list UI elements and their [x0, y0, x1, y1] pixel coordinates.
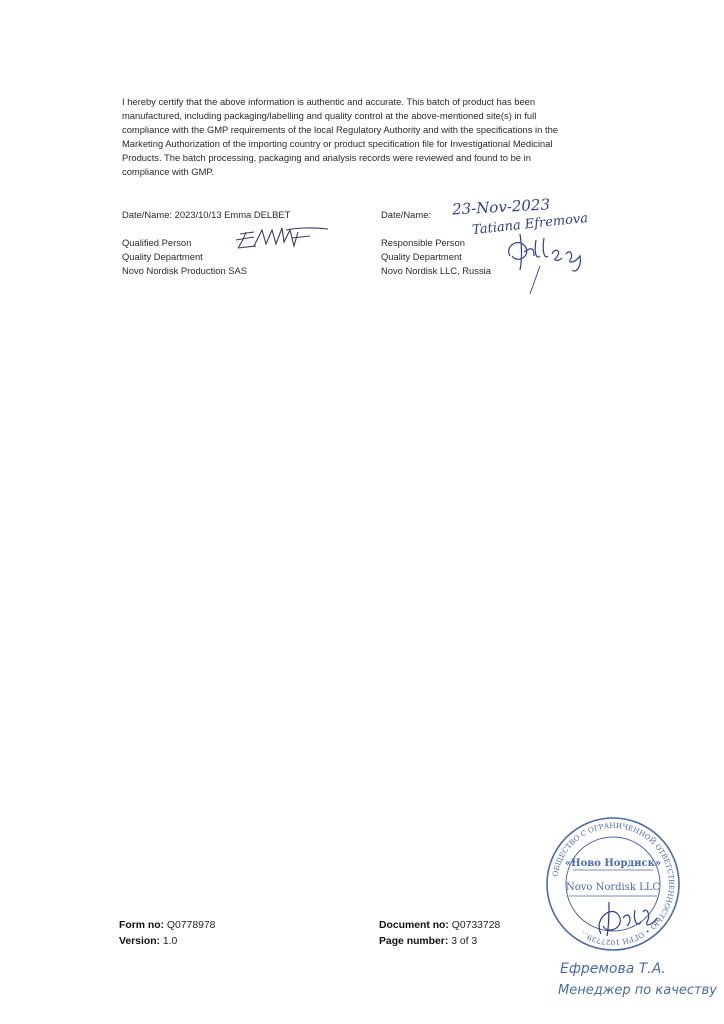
document-number: Q0733728	[451, 920, 501, 931]
left-company: Novo Nordisk Production SAS	[122, 265, 248, 276]
page-number: 3 of 3	[451, 935, 478, 947]
left-department: Quality Department	[122, 251, 203, 262]
certification-line: compliance with GMP.	[122, 166, 215, 178]
document-label: Document no:	[379, 920, 449, 931]
form-label: Form no:	[119, 920, 165, 931]
version-label: Version:	[119, 935, 160, 947]
certification-statement	[122, 95, 642, 180]
certification-line: manufactured, including packaging/labelling and quality control at the above-mentioned site(s) in full	[122, 110, 537, 122]
responsible-person-signature	[500, 226, 600, 296]
stamp-signatory-title: Менеджер по качеству	[558, 983, 717, 998]
company-seal	[543, 814, 683, 954]
footer-left	[119, 918, 215, 949]
form-number: Q0778978	[166, 920, 216, 931]
page-label: Page number:	[379, 935, 449, 947]
right-department: Quality Department	[381, 251, 462, 262]
certification-line: compliance with the GMP requirements of the local Regulatory Authority and with the specifications in the	[122, 124, 558, 136]
footer-right	[379, 918, 500, 949]
right-role: Responsible Person	[381, 237, 465, 248]
certification-line: Marketing Authorization of the importing country or product specification file for Investigational Medicinal	[122, 138, 553, 150]
stamp-signatory-name: Ефремова Т.А.	[560, 961, 666, 977]
left-role: Qualified Person	[122, 237, 192, 248]
left-date-name: Date/Name: 2023/10/13 Emma DELBET	[122, 209, 291, 220]
handwritten-name: Tatiana Efremova	[471, 210, 589, 239]
right-company: Novo Nordisk LLC, Russia	[381, 265, 491, 276]
svg-text:ОБЩЕСТВО С ОГРАНИЧЕННОЙ ОТВЕТС: ОБЩЕСТВО С ОГРАНИЧЕННОЙ ОТВЕТСТВЕННОСТЬЮ • ОГРН 1027739...	[550, 820, 677, 948]
svg-text:«Ново Нордиск»: «Ново Нордиск»	[564, 858, 662, 869]
certification-line: Products. The batch processing, packaging and analysis records were reviewed and found to be in	[122, 152, 531, 164]
right-date-label: Date/Name:	[381, 209, 432, 220]
version-number: 1.0	[162, 935, 178, 947]
handwritten-date: 23-Nov-2023	[451, 195, 551, 219]
certification-line: I hereby certify that the above information is authentic and accurate. This batch of product has been	[122, 96, 536, 107]
qualified-person-signature	[232, 224, 332, 254]
svg-text:Novo Nordisk LLC: Novo Nordisk LLC	[565, 882, 661, 893]
